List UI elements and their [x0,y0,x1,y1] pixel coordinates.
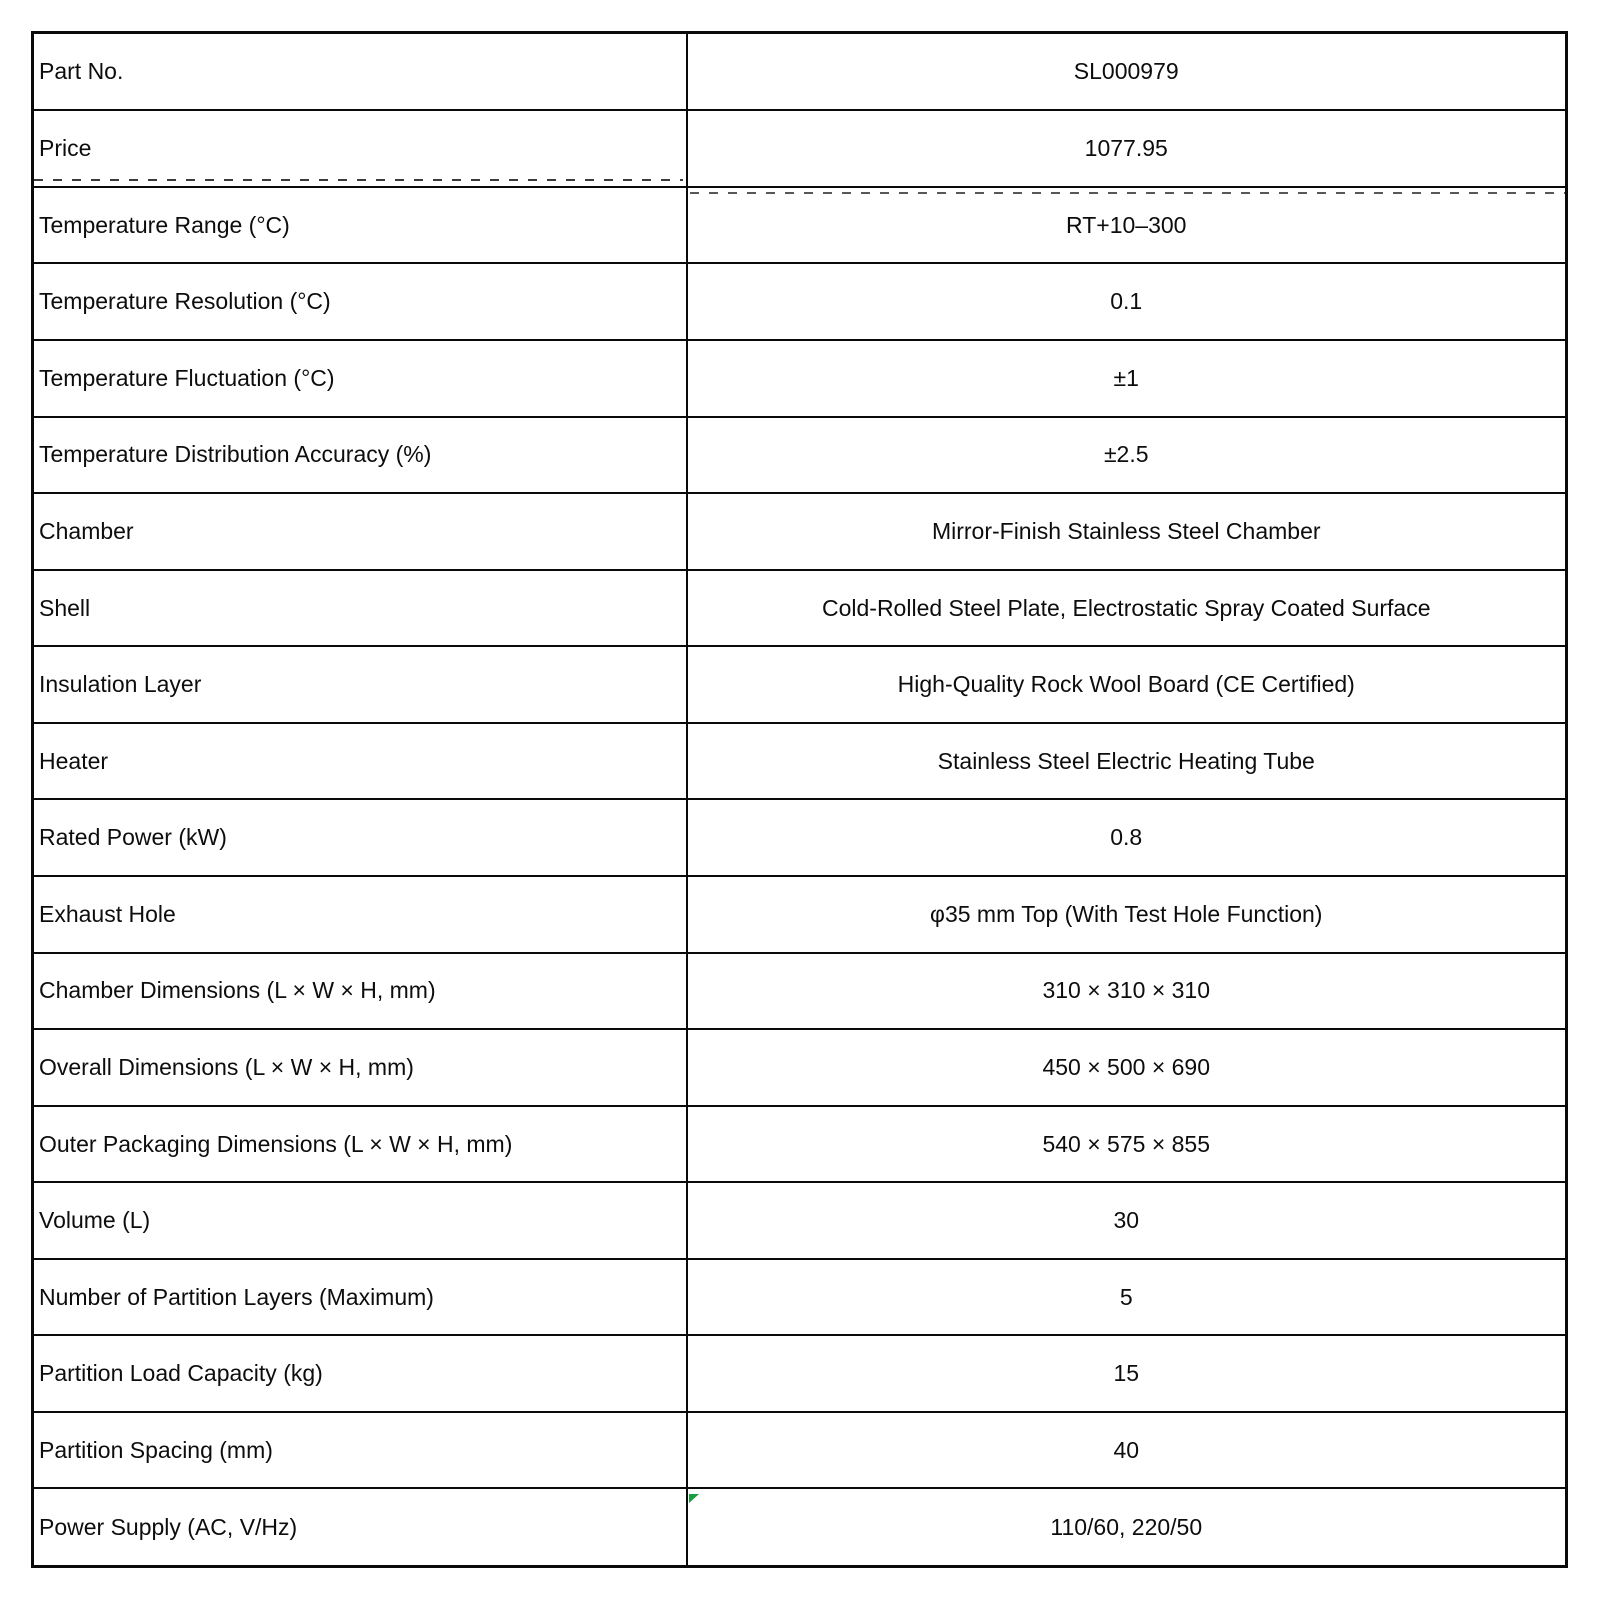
spec-value-cell: 5 [687,1259,1567,1336]
spec-value-cell: 0.8 [687,799,1567,876]
spec-value-cell: 0.1 [687,263,1567,340]
spec-value-cell: 15 [687,1335,1567,1412]
spec-label-cell: Temperature Distribution Accuracy (%) [33,417,687,494]
table-row [33,1182,1567,1259]
spec-value-cell: 310 × 310 × 310 [687,953,1567,1030]
table-row [33,1259,1567,1336]
spec-label-cell: Temperature Fluctuation (°C) [33,340,687,417]
table-row [33,570,1567,647]
spec-value-cell: RT+10–300 [687,187,1567,264]
spec-label-cell: Exhaust Hole [33,876,687,953]
spec-table [31,31,1568,1568]
spec-label-cell: Volume (L) [33,1182,687,1259]
table-row [33,953,1567,1030]
table-row [33,1029,1567,1106]
table-row [33,417,1567,494]
spec-value-cell: SL000979 [687,33,1567,111]
spec-label-cell: Insulation Layer [33,646,687,723]
spec-value-cell: ±2.5 [687,417,1567,494]
spec-value-cell: Stainless Steel Electric Heating Tube [687,723,1567,800]
spec-value-cell: 40 [687,1412,1567,1489]
table-row [33,110,1567,187]
spec-value-cell: 450 × 500 × 690 [687,1029,1567,1106]
table-row [33,33,1567,111]
spec-label-cell: Number of Partition Layers (Maximum) [33,1259,687,1336]
spec-label-cell: Overall Dimensions (L × W × H, mm) [33,1029,687,1106]
spec-label-cell: Rated Power (kW) [33,799,687,876]
table-row [33,799,1567,876]
spec-value-cell: Mirror-Finish Stainless Steel Chamber [687,493,1567,570]
spec-table-body [33,33,1567,1567]
table-row [33,493,1567,570]
table-row [33,1335,1567,1412]
spec-label-cell: Temperature Range (°C) [33,187,687,264]
spec-label-cell: Power Supply (AC, V/Hz) [33,1488,687,1566]
spec-label-cell: Part No. [33,33,687,111]
spec-value-cell: 540 × 575 × 855 [687,1106,1567,1183]
spec-label-cell: Price [33,110,687,187]
table-row [33,1412,1567,1489]
spec-value-cell: 30 [687,1182,1567,1259]
spec-value-cell: φ35 mm Top (With Test Hole Function) [687,876,1567,953]
spec-label-cell: Shell [33,570,687,647]
table-row [33,723,1567,800]
spec-value-cell: ±1 [687,340,1567,417]
table-row [33,1106,1567,1183]
table-row [33,263,1567,340]
spec-value-cell: 1077.95 [687,110,1567,187]
spec-label-cell: Partition Spacing (mm) [33,1412,687,1489]
spec-value-cell: Cold-Rolled Steel Plate, Electrostatic Spray Coated Surface [687,570,1567,647]
spec-label-cell: Chamber Dimensions (L × W × H, mm) [33,953,687,1030]
spec-label-cell: Outer Packaging Dimensions (L × W × H, mm) [33,1106,687,1183]
spec-value-cell: 110/60, 220/50 [687,1488,1567,1566]
spec-value-cell: High-Quality Rock Wool Board (CE Certified) [687,646,1567,723]
table-row [33,646,1567,723]
spec-label-cell: Partition Load Capacity (kg) [33,1335,687,1412]
spec-label-cell: Chamber [33,493,687,570]
spec-label-cell: Heater [33,723,687,800]
table-row [33,876,1567,953]
table-row [33,1488,1567,1566]
table-row [33,340,1567,417]
spec-label-cell: Temperature Resolution (°C) [33,263,687,340]
table-row [33,187,1567,264]
